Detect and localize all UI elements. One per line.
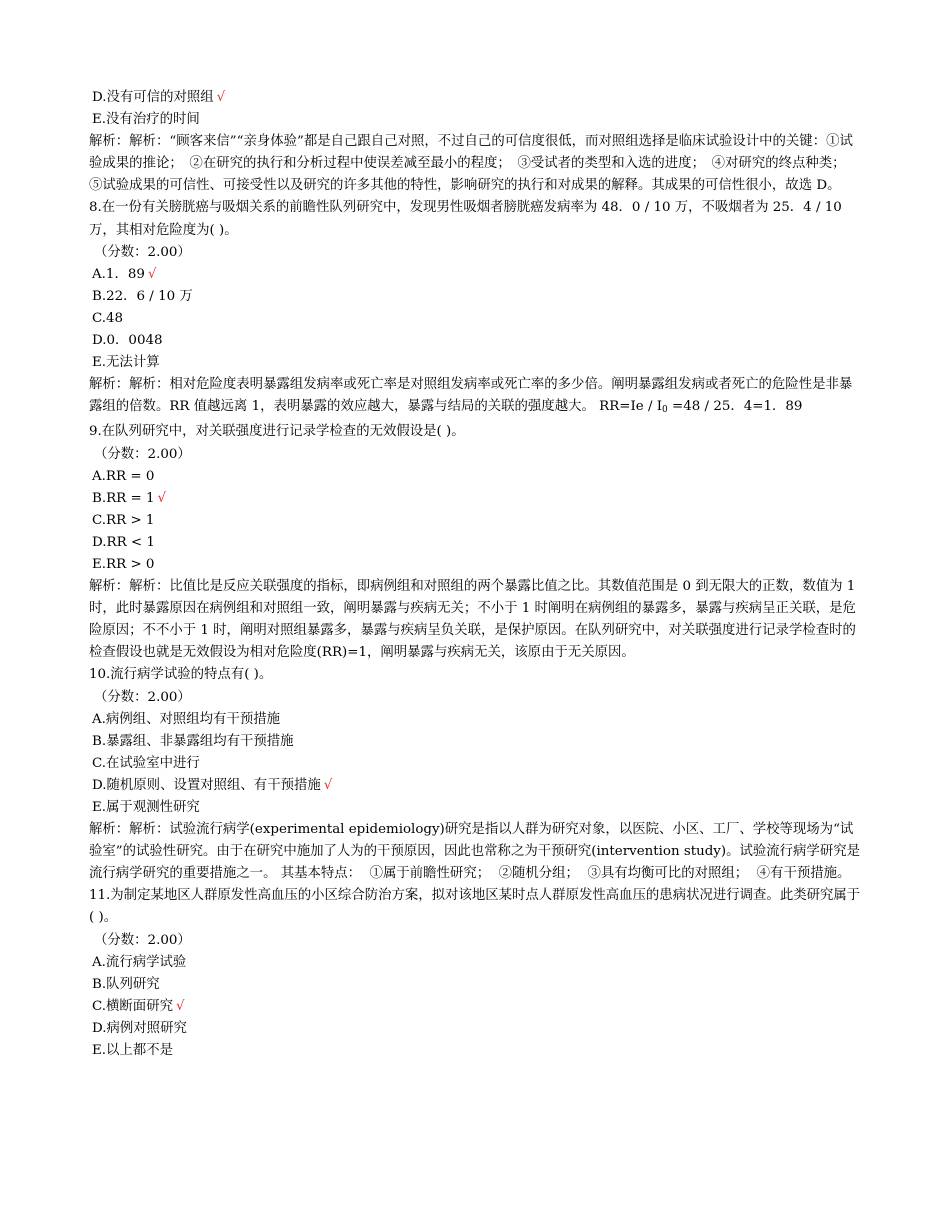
analysis-text: 解析：解析：比值比是反应关联强度的指标，即病例组和对照组的两个暴露比值之比。其数值范围是 0 到无限大的正数，数值为 1 时，此时暴露原因在病例组和对照组一致，阐明暴露与疾病无关；不小于 1 时阐明在病例组的暴露多，暴露与疾病呈正关联，是危险原因；不不小于 1 时，阐明对照组暴露多，暴露与疾病呈负关联，是保护原因。在队列研究中，对关联强度进行记录学检查时的检查假设也就是无效假设为相对危险度(RR)=1，阐明暴露与疾病无关，该原由于无关原因。 — [89, 579, 860, 661]
question-11-block — [89, 885, 864, 1062]
option-d: D.0．0048 — [92, 333, 163, 349]
option-e: E.属于观测性研究 — [92, 800, 200, 815]
option-b: B.22．6 / 10 万 — [92, 288, 193, 304]
option-c: C.48 — [92, 310, 124, 326]
option-b: B.队列研究 — [92, 976, 160, 992]
option-e: E.没有治疗的时间 — [92, 112, 200, 128]
option-a: A.RR = 0 — [92, 468, 155, 484]
question-9-block — [89, 421, 864, 664]
option-d: D.随机原则、设置对照组、有干预措施 √ — [92, 777, 333, 793]
option-e: E.RR > 0 — [92, 556, 155, 572]
score-label: （分数：2.00） — [94, 244, 191, 260]
question-text: 11.为制定某地区人群原发性高血压的小区综合防治方案，拟对该地区某时点人群原发性高血压的患病状况进行调查。此类研究属于( )。 — [89, 888, 861, 926]
question-10-block — [89, 664, 864, 885]
correct-mark: √ — [216, 90, 226, 105]
question-text: 10.流行病学试验的特点有( )。 — [89, 667, 273, 683]
option-d: D.病例对照研究 — [92, 1020, 187, 1036]
option-a: A.1．89 √ — [92, 266, 157, 282]
analysis-text: 解析：解析：试验流行病学(experimental epidemiology)研究是指以人群为研究对象，以医院、小区、工厂、学校等现场为“试验室”的试验性研究。由于在研究中施加了人为的干预原因，因此也常称之为干预研究(intervention study)。试验流行病学研究是流行病学研究的重要措施之一。 其基本特点： ①属于前瞻性研究； ②随机分组； ③具有均衡可比的对照组； ④有干预措施。 — [89, 822, 860, 882]
analysis-text: 解析：解析：“顾客来信”“亲身体验”都是自己跟自己对照，不过自己的可信度很低，而对照组选择是临床试验设计中的关键：①试验成果的推论； ②在研究的执行和分析过程中使误差减至最小的程度； ③受试者的类型和入选的进度； ④对研究的终点种类； ⑤试验成果的可信性、可接受性以及研究的许多其他的特性，影响研究的执行和对成果的解释。其成果的可信性很小，故选 D。 — [89, 134, 853, 194]
score-label: （分数：2.00） — [94, 689, 191, 705]
option-e: E.以上都不是 — [92, 1043, 173, 1059]
option-a: A.病例组、对照组均有干预措施 — [92, 711, 281, 727]
option-e: E.无法计算 — [92, 355, 160, 371]
option-b: B.暴露组、非暴露组均有干预措施 — [92, 733, 294, 749]
option-c: C.横断面研究 √ — [92, 998, 185, 1014]
question-7-block — [89, 87, 864, 197]
document-page — [89, 87, 864, 1062]
score-label: （分数：2.00） — [94, 932, 191, 948]
question-8-block — [89, 197, 864, 421]
option-c: C.在试验室中进行 — [92, 755, 200, 771]
option-d: D.RR < 1 — [92, 534, 155, 550]
question-text: 9.在队列研究中，对关联强度进行记录学检查的无效假设是( )。 — [89, 424, 465, 440]
correct-mark: √ — [175, 998, 185, 1014]
question-text: 8.在一份有关膀胱癌与吸烟关系的前瞻性队列研究中，发现男性吸烟者膀胱癌发病率为 48．0 / 10 万，不吸烟者为 25．4 / 10 万，其相对危险度为( )。 — [89, 200, 847, 238]
option-b: B.RR = 1 √ — [92, 490, 167, 506]
option-c: C.RR > 1 — [92, 512, 155, 528]
option-d: D.没有可信的对照组 √ — [92, 90, 226, 105]
correct-mark: √ — [147, 266, 157, 282]
analysis-text: 解析：解析：相对危险度表明暴露组发病率或死亡率是对照组发病率或死亡率的多少倍。阐明暴露组发病或者死亡的危险性是非暴露组的倍数。RR 值越远离 1，表明暴露的效应越大，暴露与结局的关联的强度越大。 $RR=Ie / I_0 =48 / 25$．4=1．89 — [89, 377, 853, 416]
correct-mark: √ — [323, 777, 333, 793]
correct-mark: √ — [157, 490, 167, 506]
score-label: （分数：2.00） — [94, 446, 191, 462]
option-a: A.流行病学试验 — [92, 954, 187, 970]
subscript: 0 — [662, 405, 668, 416]
